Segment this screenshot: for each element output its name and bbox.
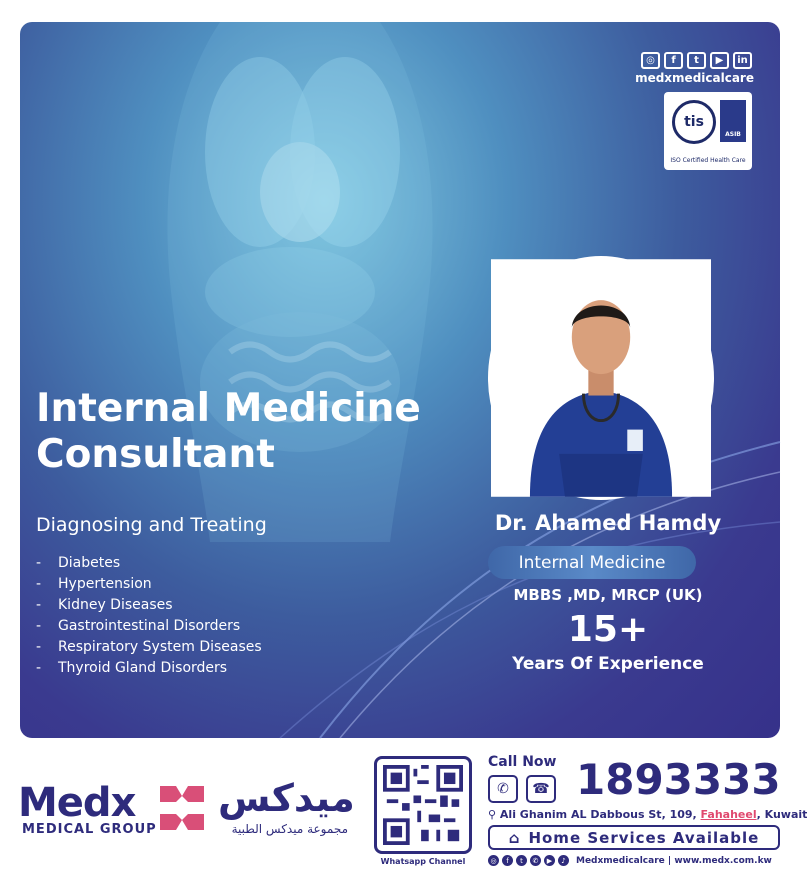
title-line-2: Consultant bbox=[36, 432, 275, 477]
iso-caption: ISO Certified Health Care bbox=[670, 157, 746, 164]
medx-cross-icon bbox=[156, 782, 208, 834]
list-item: - Kidney Diseases bbox=[36, 597, 173, 613]
facebook-icon[interactable]: f bbox=[664, 52, 683, 69]
qualifications: MBBS ,MD, MRCP (UK) bbox=[513, 586, 703, 604]
page-title bbox=[36, 386, 421, 478]
home-icon: ⌂ bbox=[508, 828, 521, 847]
asib-logo: ASIB bbox=[720, 100, 746, 142]
tis-logo: tis bbox=[672, 100, 716, 144]
list-item: - Diabetes bbox=[36, 555, 121, 571]
youtube-icon[interactable]: ▶ bbox=[544, 855, 555, 866]
whatsapp-icon[interactable]: ✆ bbox=[530, 855, 541, 866]
doctor-name: Dr. Ahamed Hamdy bbox=[494, 511, 722, 535]
list-item: - Gastrointestinal Disorders bbox=[36, 618, 241, 634]
facebook-icon[interactable]: f bbox=[502, 855, 513, 866]
footer-links[interactable]: Medxmedicalcare | www.medx.com.kw bbox=[576, 855, 772, 866]
brand-logo-arabic: ميدكس bbox=[218, 776, 355, 820]
whatsapp-icon[interactable]: ✆ bbox=[488, 775, 518, 803]
address: ⚲ Ali Ghanim AL Dabbous St, 109, Fahaheel, Kuwait bbox=[488, 808, 807, 821]
qr-code-icon bbox=[383, 765, 463, 845]
instagram-icon[interactable]: ◎ bbox=[488, 855, 499, 866]
brand-logo-text: Medx bbox=[18, 780, 136, 826]
title-line-1: Internal Medicine bbox=[36, 386, 421, 431]
home-services-button[interactable]: ⌂ Home Services Available bbox=[488, 825, 780, 850]
list-item: - Thyroid Gland Disorders bbox=[36, 660, 228, 676]
list-item: - Hypertension bbox=[36, 576, 152, 592]
twitter-icon[interactable]: t bbox=[687, 52, 706, 69]
social-icons bbox=[641, 52, 752, 69]
instagram-icon[interactable]: ◎ bbox=[641, 52, 660, 69]
youtube-icon[interactable]: ▶ bbox=[710, 52, 729, 69]
social-handle: medxmedicalcare bbox=[635, 71, 754, 85]
twitter-icon[interactable]: t bbox=[516, 855, 527, 866]
doctor-portrait bbox=[488, 256, 714, 500]
list-item: - Respiratory System Diseases bbox=[36, 639, 262, 655]
address-area: Fahaheel bbox=[700, 808, 757, 821]
phone-icon[interactable]: ☎ bbox=[526, 775, 556, 803]
footer-social bbox=[488, 855, 772, 866]
location-pin-icon: ⚲ bbox=[488, 808, 497, 821]
brand-group-arabic: مجموعة ميدكس الطبية bbox=[231, 822, 348, 836]
whatsapp-qr-code[interactable] bbox=[374, 756, 472, 854]
conditions-list bbox=[36, 555, 262, 681]
linkedin-icon[interactable]: in bbox=[733, 52, 752, 69]
qr-label: Whatsapp Channel bbox=[380, 857, 466, 866]
years-label: Years Of Experience bbox=[512, 654, 704, 674]
tiktok-icon[interactable]: ♪ bbox=[558, 855, 569, 866]
iso-badge bbox=[664, 92, 752, 170]
years-count: 15+ bbox=[567, 609, 649, 650]
call-now-label: Call Now bbox=[488, 754, 557, 770]
specialty-badge: Internal Medicine bbox=[488, 546, 696, 579]
brand-group-text: MEDICAL GROUP bbox=[22, 822, 157, 837]
phone-number[interactable]: 1893333 bbox=[576, 755, 781, 804]
subtitle: Diagnosing and Treating bbox=[36, 514, 267, 536]
